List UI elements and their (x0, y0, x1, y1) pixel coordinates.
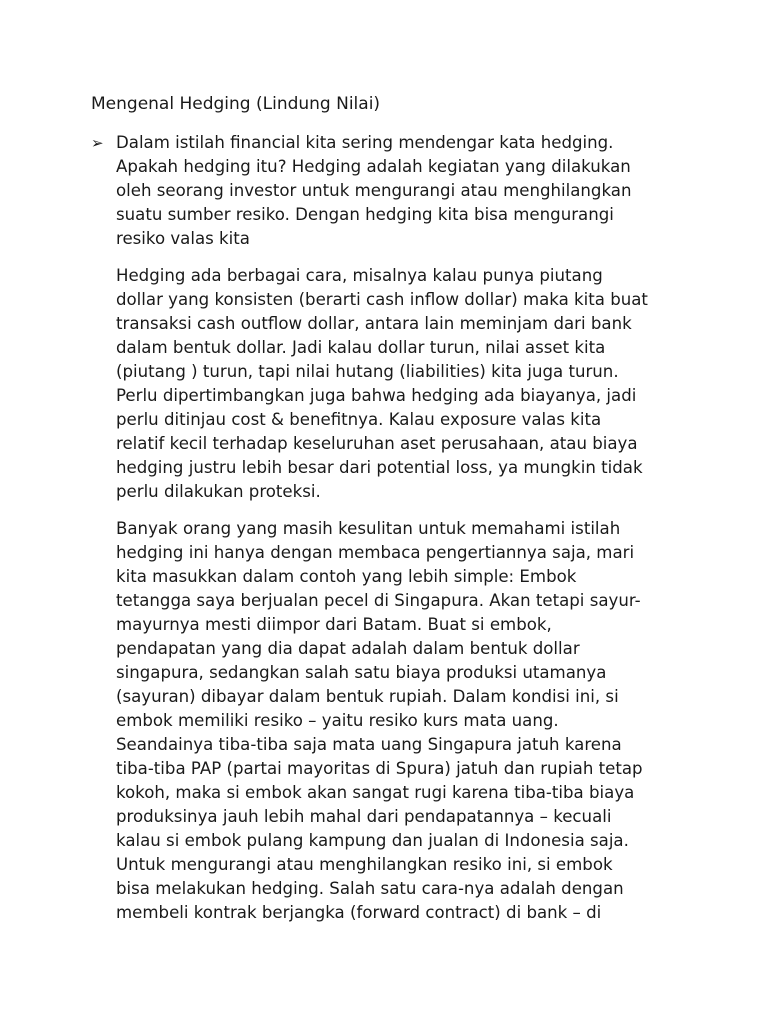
text-line: dalam bentuk dollar. Jadi kalau dollar turun, nilai asset kita (116, 338, 606, 357)
document-title: Mengenal Hedging (Lindung Nilai) (91, 94, 381, 114)
text-line: bisa melakukan hedging. Salah satu cara-nya adalah dengan (116, 879, 624, 898)
paragraph-3 (116, 517, 676, 925)
text-line: (sayuran) dibayar dalam bentuk rupiah. Dalam kondisi ini, si (116, 687, 619, 706)
text-line: dollar yang konsisten (berarti cash inflow dollar) maka kita buat (116, 290, 648, 309)
text-line: oleh seorang investor untuk mengurangi atau menghilangkan (116, 181, 632, 200)
text-line: Seandainya tiba-tiba saja mata uang Singapura jatuh karena (116, 735, 622, 754)
text-line: kalau si embok pulang kampung dan jualan di Indonesia saja. (116, 831, 629, 850)
text-line: kokoh, maka si embok akan sangat rugi karena tiba-tiba biaya (116, 783, 635, 802)
text-line: embok memiliki resiko – yaitu resiko kurs mata uang. (116, 711, 559, 730)
paragraph-2 (116, 264, 676, 504)
text-line: resiko valas kita (116, 229, 250, 248)
text-line: (piutang ) turun, tapi nilai hutang (liabilities) kita juga turun. (116, 362, 619, 381)
paragraph-1 (116, 131, 676, 251)
text-line: perlu dilakukan proteksi. (116, 482, 321, 501)
text-line: membeli kontrak berjangka (forward contract) di bank – di (116, 903, 602, 922)
text-line: Untuk mengurangi atau menghilangkan resiko ini, si embok (116, 855, 613, 874)
text-line: pendapatan yang dia dapat adalah dalam bentuk dollar (116, 639, 580, 658)
text-line: singapura, sedangkan salah satu biaya produksi utamanya (116, 663, 607, 682)
text-line: tiba-tiba PAP (partai mayoritas di Spura) jatuh dan rupiah tetap (116, 759, 643, 778)
text-line: tetangga saya berjualan pecel di Singapura. Akan tetapi sayur- (116, 591, 641, 610)
arrow-bullet-icon: ➢ (91, 134, 104, 152)
text-line: hedging ini hanya dengan membaca pengertiannya saja, mari (116, 543, 635, 562)
text-line: Dalam istilah financial kita sering mendengar kata hedging. (116, 133, 614, 152)
text-line: Perlu dipertimbangkan juga bahwa hedging ada biayanya, jadi (116, 386, 637, 405)
text-line: perlu ditinjau cost & benefitnya. Kalau exposure valas kita (116, 410, 602, 429)
text-line: Hedging ada berbagai cara, misalnya kalau punya piutang (116, 266, 603, 285)
text-line: produksinya jauh lebih mahal dari pendapatannya – kecuali (116, 807, 612, 826)
text-line: kita masukkan dalam contoh yang lebih simple: Embok (116, 567, 577, 586)
text-line: suatu sumber resiko. Dengan hedging kita bisa mengurangi (116, 205, 614, 224)
text-line: relatif kecil terhadap keseluruhan aset perusahaan, atau biaya (116, 434, 638, 453)
text-line: Apakah hedging itu? Hedging adalah kegiatan yang dilakukan (116, 157, 631, 176)
text-line: mayurnya mesti diimpor dari Batam. Buat si embok, (116, 615, 552, 634)
text-line: transaksi cash outflow dollar, antara lain meminjam dari bank (116, 314, 632, 333)
text-line: hedging justru lebih besar dari potential loss, ya mungkin tidak (116, 458, 643, 477)
text-line: Banyak orang yang masih kesulitan untuk memahami istilah (116, 519, 621, 538)
